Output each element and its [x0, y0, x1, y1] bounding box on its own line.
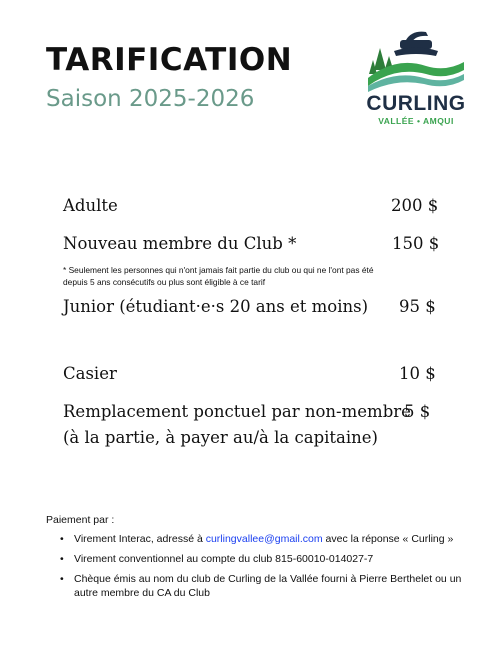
price-label-remplacement: Remplacement ponctuel par non-membre — [63, 402, 411, 421]
price-value-junior: 95 $ — [399, 297, 436, 316]
payment-list — [46, 532, 486, 606]
payment-heading: Paiement par : — [46, 514, 115, 526]
curling-stone-landscape-icon — [366, 26, 466, 92]
logo-word: CURLING — [366, 92, 466, 115]
eligibility-note: * Seulement les personnes qui n'ont jamais fait partie du club ou qui ne l'ont pas été depuis 5 ans consécutifs ou plus sont éligible à ce tarif — [63, 265, 374, 287]
price-label-junior: Junior (étudiant·e·s 20 ans et moins) — [63, 297, 369, 316]
curling-logo — [366, 26, 466, 130]
price-value-adulte: 200 $ — [391, 196, 439, 215]
page-title: TARIFICATION — [46, 42, 293, 78]
price-value-nouveau-membre: 150 $ — [392, 234, 440, 253]
price-label-nouveau-membre: Nouveau membre du Club * — [63, 234, 297, 253]
price-label-remplacement-details: (à la partie, à payer au/à la capitaine) — [63, 428, 378, 447]
email-link[interactable]: curlingvallee@gmail.com — [205, 533, 323, 545]
bullet-icon: • — [60, 533, 64, 545]
payment-item-cheque — [46, 572, 486, 600]
payment-item-text: Virement Interac, adressé à — [74, 533, 206, 545]
price-label-adulte: Adulte — [63, 196, 118, 215]
payment-item-virement — [46, 552, 486, 566]
payment-item-interac — [46, 532, 486, 546]
price-value-remplacement: 5 $ — [404, 402, 431, 421]
payment-item-text: Virement conventionnel au compte du club 815-60010-014027-7 — [74, 553, 374, 565]
bullet-icon: • — [60, 553, 64, 565]
payment-item-text: Chèque émis au nom du club de Curling de la Vallée fourni à Pierre Berthelet ou un autre membre du CA du Club — [74, 573, 462, 599]
price-label-casier: Casier — [63, 364, 117, 383]
season-subtitle: Saison 2025-2026 — [46, 86, 255, 112]
price-value-casier: 10 $ — [399, 364, 436, 383]
payment-item-text: avec la réponse « Curling » — [322, 533, 454, 545]
logo-subtitle: VALLÉE • AMQUI — [378, 116, 454, 126]
bullet-icon: • — [60, 573, 64, 585]
